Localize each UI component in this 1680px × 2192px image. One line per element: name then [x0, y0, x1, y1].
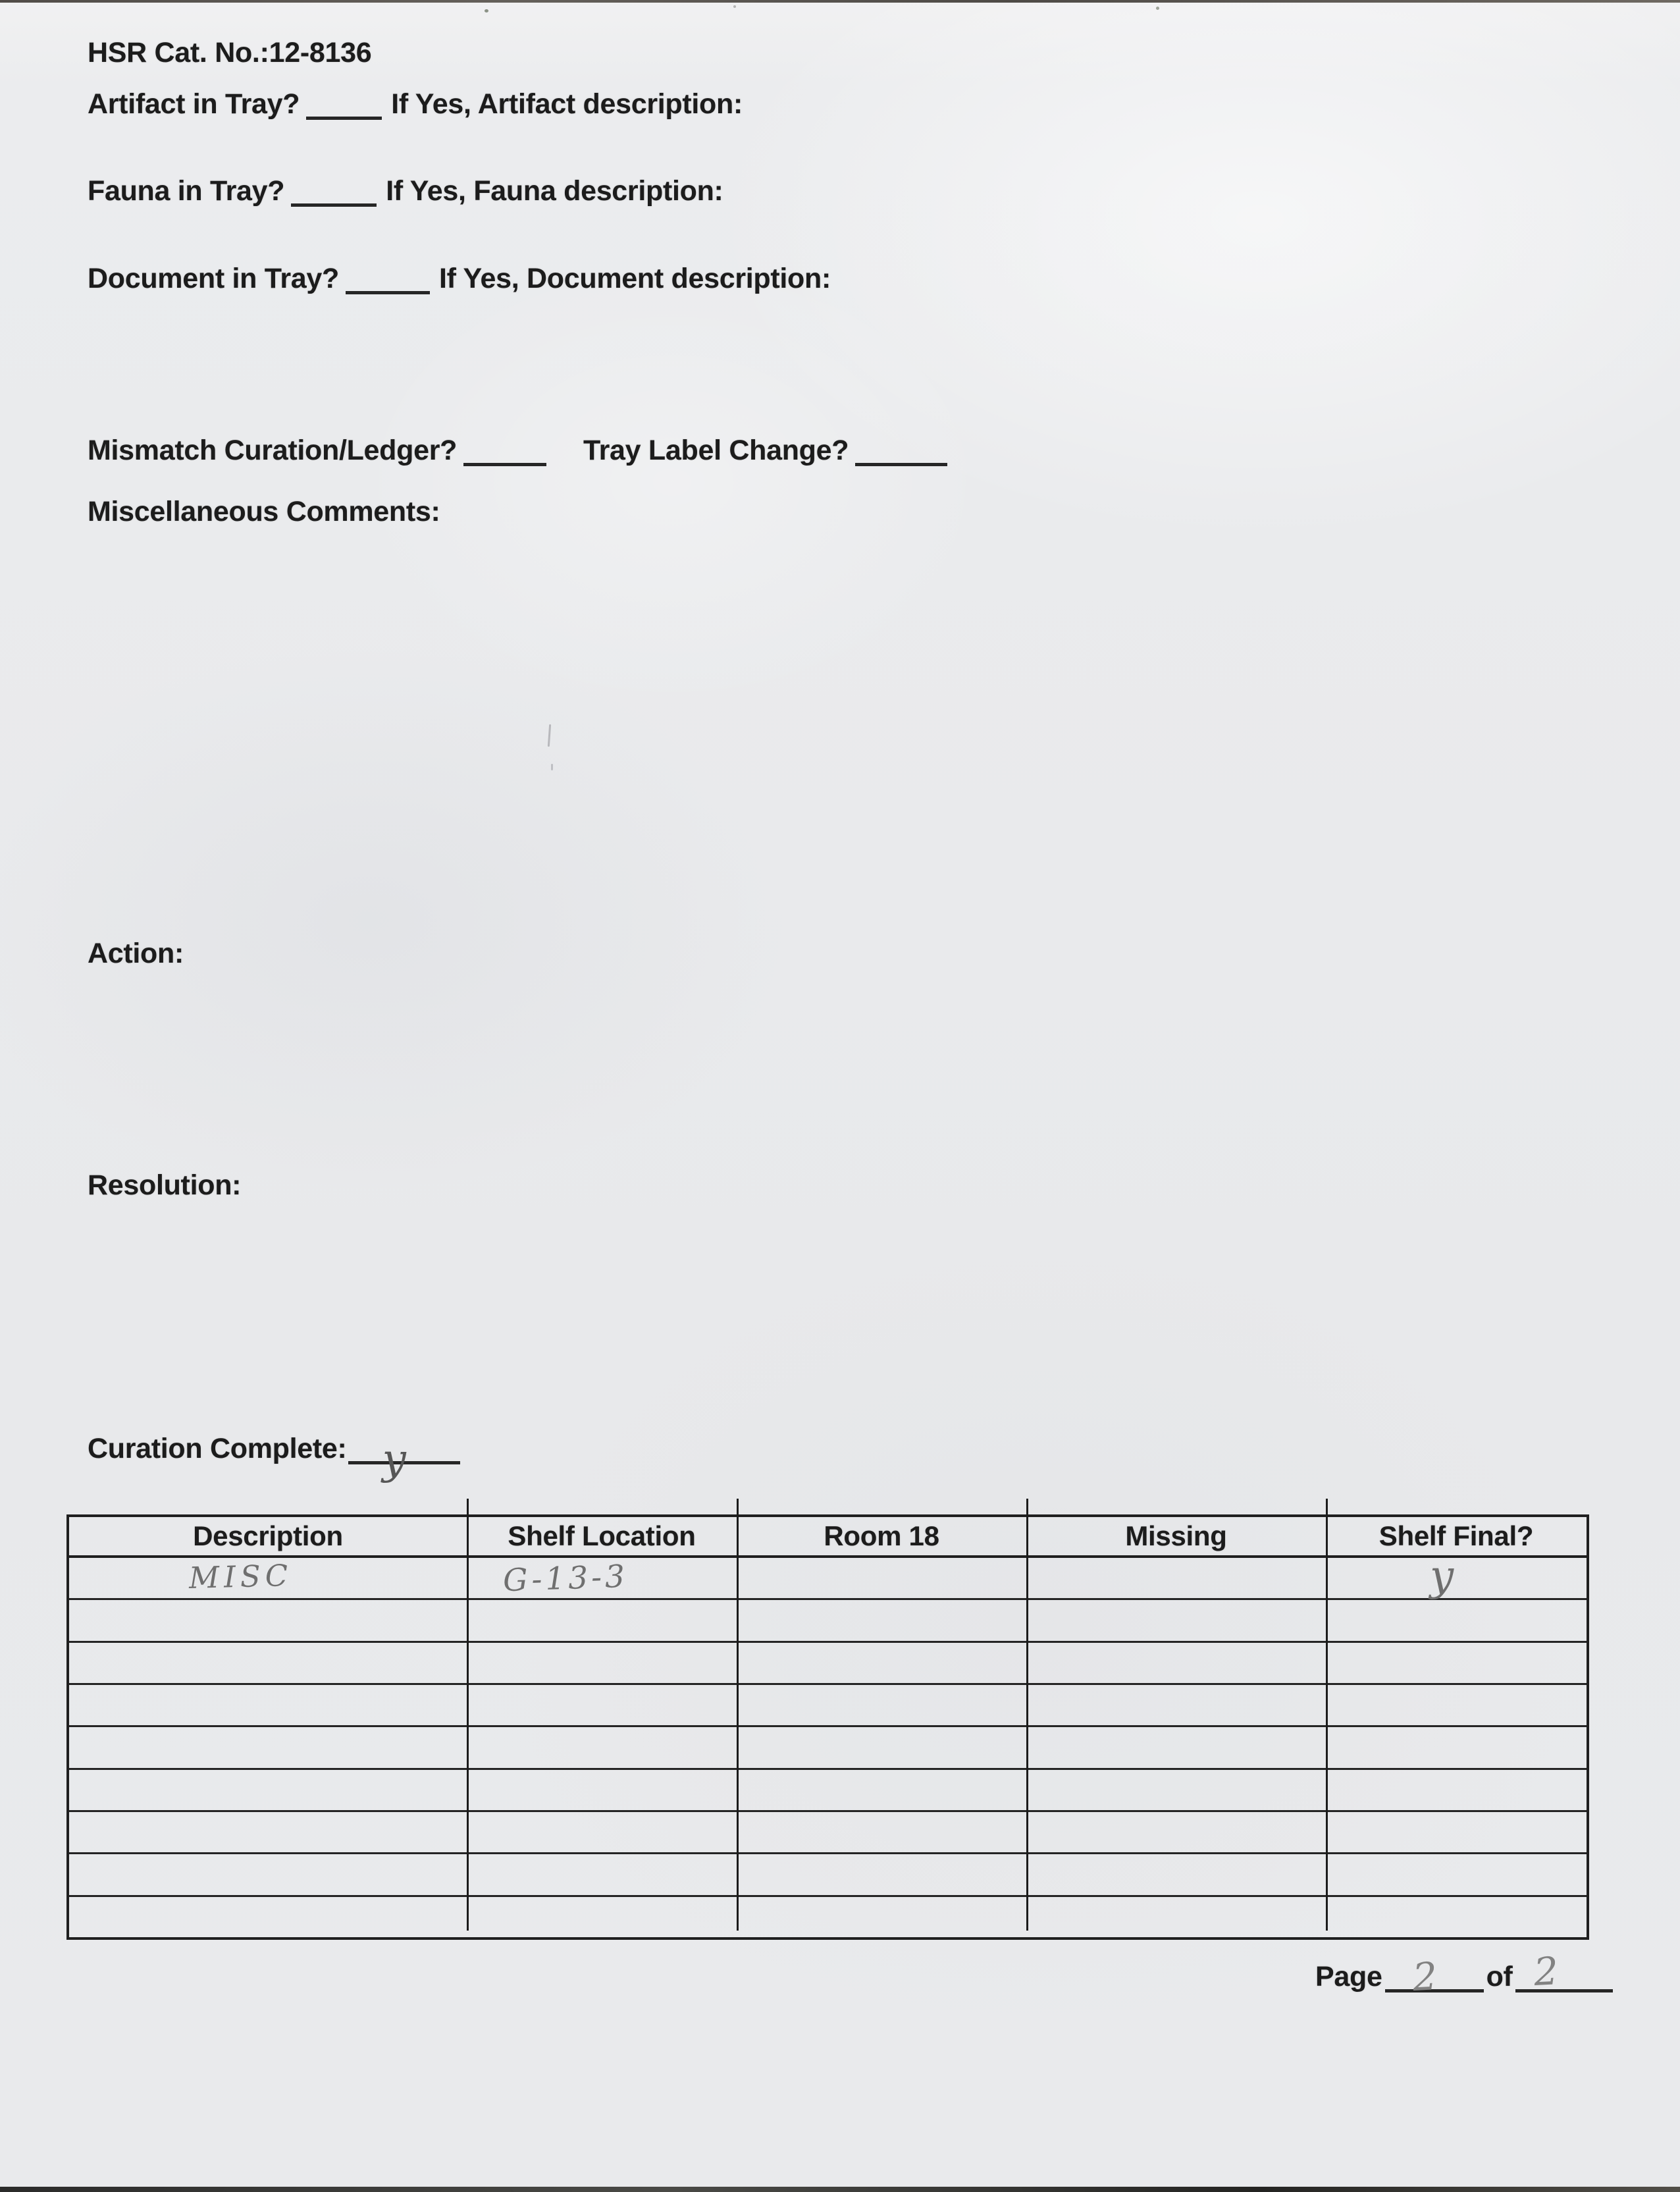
cell-description [69, 1558, 467, 1598]
handwritten-total-pages: 2 [1532, 1948, 1560, 1994]
handwritten-page-number: 2 [1411, 1954, 1438, 2000]
misc-comments-label: Miscellaneous Comments: [88, 496, 440, 527]
resolution-label: Resolution: [88, 1169, 242, 1201]
artifact-followup-label: If Yes, Artifact description: [391, 88, 743, 120]
artifact-question-row [88, 88, 743, 120]
handwritten-description: MISC [188, 1557, 293, 1596]
scan-speck [485, 9, 488, 13]
table-header-row [69, 1517, 1587, 1558]
mismatch-answer-blank [463, 441, 546, 466]
scan-edge-bottom [0, 2187, 1680, 2192]
document-question-row [88, 263, 831, 295]
table-column-line [1026, 1499, 1028, 1931]
fauna-answer-blank [291, 181, 377, 207]
tray-label-question-label: Tray Label Change? [583, 435, 849, 466]
fauna-followup-label: If Yes, Fauna description: [386, 175, 723, 207]
col-header-shelf-final: Shelf Final? [1378, 1520, 1534, 1551]
table-row [69, 1897, 1587, 1937]
handwritten-shelf-location: G-13-3 [502, 1558, 629, 1599]
curation-complete-label: Curation Complete: [88, 1433, 347, 1464]
table-row [69, 1685, 1587, 1727]
curation-table [66, 1514, 1589, 1940]
cell-room-18 [737, 1558, 1026, 1598]
cell-shelf-location [467, 1558, 737, 1598]
col-header-room-18: Room 18 [824, 1520, 939, 1551]
table-column-line [1326, 1499, 1328, 1931]
cell-shelf-final [1326, 1552, 1587, 1601]
col-header-description: Description [193, 1520, 343, 1551]
page-number-row [1315, 1948, 1615, 2000]
fauna-question-label: Fauna in Tray? [88, 175, 285, 207]
curation-complete-blank [348, 1435, 460, 1484]
tray-label-question-row [583, 435, 957, 467]
mismatch-question-row [88, 435, 556, 467]
table-row [69, 1854, 1587, 1896]
col-header-missing: Missing [1125, 1520, 1227, 1551]
mismatch-question-label: Mismatch Curation/Ledger? [88, 435, 458, 466]
page-label: Page [1315, 1961, 1382, 1992]
artifact-answer-blank [306, 94, 382, 120]
table-row [69, 1727, 1587, 1769]
handwritten-curation-value: y [382, 1435, 406, 1484]
table-row [69, 1643, 1587, 1685]
table-row [69, 1812, 1587, 1854]
document-question-label: Document in Tray? [88, 263, 339, 294]
page-number-blank [1385, 1954, 1484, 2000]
col-header-shelf-location: Shelf Location [508, 1520, 696, 1551]
table-row [69, 1552, 1587, 1601]
table-row [69, 1600, 1587, 1642]
action-label: Action: [88, 938, 184, 969]
table-column-line [737, 1499, 739, 1931]
scan-speck [733, 5, 736, 8]
document-followup-label: If Yes, Document description: [438, 263, 831, 294]
handwritten-shelf-final: y [1430, 1552, 1454, 1601]
of-label: of [1486, 1961, 1513, 1992]
scan-speck [1156, 7, 1159, 10]
pencil-stray-mark [551, 764, 553, 770]
table-column-line [467, 1499, 469, 1931]
curation-complete-row [88, 1433, 469, 1484]
cell-missing [1026, 1558, 1326, 1598]
table-row [69, 1770, 1587, 1812]
catalog-number: HSR Cat. No.:12-8136 [88, 37, 372, 68]
document-answer-blank [346, 269, 430, 294]
fauna-question-row [88, 175, 723, 207]
pencil-stray-mark [548, 724, 551, 747]
scan-edge-top [0, 0, 1680, 3]
artifact-question-label: Artifact in Tray? [88, 88, 300, 120]
total-pages-blank [1515, 1948, 1613, 1994]
tray-label-answer-blank [855, 441, 947, 466]
